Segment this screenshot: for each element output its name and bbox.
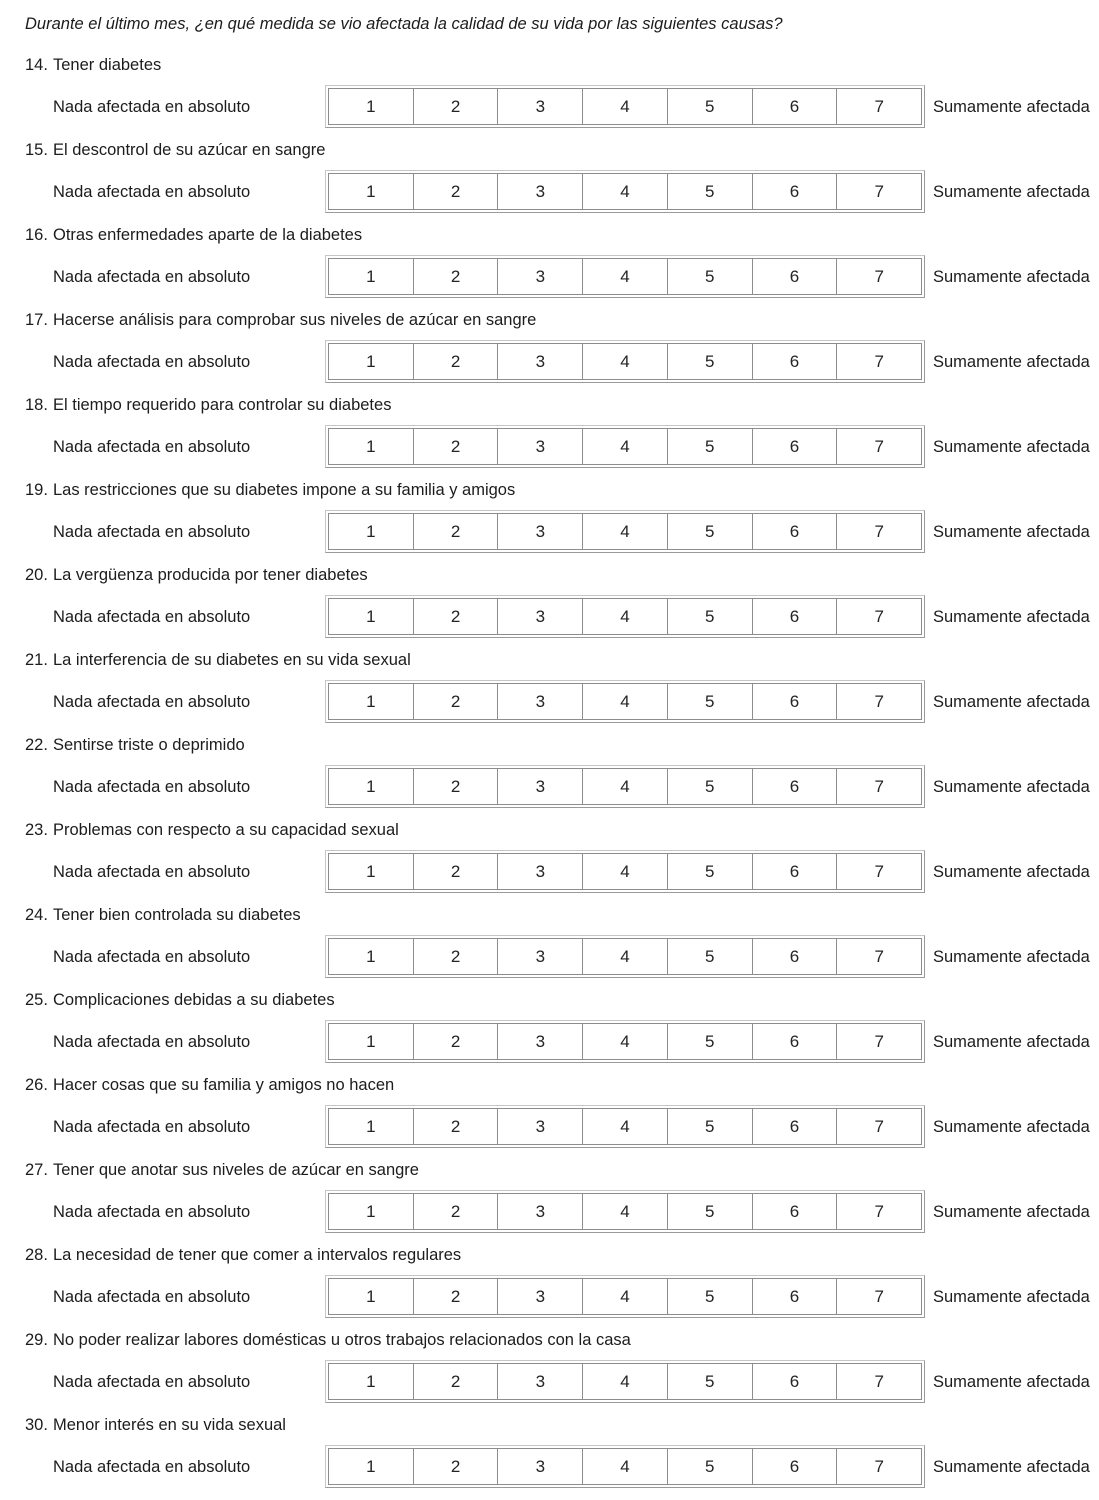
- right-anchor-label: Sumamente afectada: [933, 97, 1090, 116]
- rating-row: [53, 595, 1099, 638]
- rating-cell-1[interactable]: 1: [329, 344, 414, 379]
- left-anchor-label: Nada afectada en absoluto: [53, 862, 251, 881]
- question-item: [0, 735, 1099, 808]
- rating-row: [53, 255, 1099, 298]
- rating-row: [53, 680, 1099, 723]
- rating-cell-6[interactable]: 6: [753, 429, 838, 464]
- question-item: [0, 480, 1099, 553]
- rating-cell-6[interactable]: 6: [753, 1449, 838, 1484]
- rating-cell-4[interactable]: 4: [583, 1024, 668, 1059]
- rating-cell-5[interactable]: 5: [668, 939, 753, 974]
- rating-cell-4[interactable]: 4: [583, 514, 668, 549]
- rating-cell-6[interactable]: 6: [753, 1364, 838, 1399]
- rating-cell-7[interactable]: 7: [837, 939, 921, 974]
- rating-cell-3[interactable]: 3: [498, 1364, 583, 1399]
- rating-cell-3[interactable]: 3: [498, 89, 583, 124]
- rating-scale: [325, 255, 925, 298]
- rating-cell-5[interactable]: 5: [668, 1024, 753, 1059]
- rating-cell-4[interactable]: 4: [583, 429, 668, 464]
- rating-scale: [325, 850, 925, 893]
- rating-cell-5[interactable]: 5: [668, 344, 753, 379]
- question-line: [25, 1075, 1099, 1095]
- question-number: 25.: [25, 991, 48, 1009]
- rating-cell-6[interactable]: 6: [753, 684, 838, 719]
- rating-cell-1[interactable]: 1: [329, 1109, 414, 1144]
- rating-cells: [328, 343, 922, 380]
- question-text: Otras enfermedades aparte de la diabetes: [53, 226, 363, 244]
- rating-cell-1[interactable]: 1: [329, 684, 414, 719]
- question-line: [25, 990, 1099, 1010]
- rating-row: [53, 1445, 1099, 1488]
- question-item: [0, 650, 1099, 723]
- rating-cell-2[interactable]: 2: [414, 1279, 499, 1314]
- question-text: La interferencia de su diabetes en su vida sexual: [53, 651, 411, 669]
- rating-cell-2[interactable]: 2: [414, 1194, 499, 1229]
- question-text: Tener bien controlada su diabetes: [53, 906, 301, 924]
- rating-cell-5[interactable]: 5: [668, 174, 753, 209]
- question-line: [25, 395, 1099, 415]
- question-line: [25, 565, 1099, 585]
- question-item: [0, 55, 1099, 128]
- rating-row: [53, 1275, 1099, 1318]
- question-text: Menor interés en su vida sexual: [53, 1416, 286, 1434]
- question-text: La vergüenza producida por tener diabetes: [53, 566, 368, 584]
- right-anchor-label: Sumamente afectada: [933, 607, 1090, 626]
- question-item: [0, 820, 1099, 893]
- question-text: El descontrol de su azúcar en sangre: [53, 141, 326, 159]
- rating-cell-5[interactable]: 5: [668, 1449, 753, 1484]
- left-anchor-label: Nada afectada en absoluto: [53, 692, 251, 711]
- rating-scale: [325, 85, 925, 128]
- question-item: [0, 1245, 1099, 1318]
- right-anchor-label: Sumamente afectada: [933, 862, 1090, 881]
- instructions-text: Durante el último mes, ¿en qué medida se vio afectada la calidad de su vida por las siguientes causas?: [25, 15, 783, 33]
- rating-cell-7[interactable]: 7: [837, 1024, 921, 1059]
- question-number: 22.: [25, 736, 48, 754]
- rating-cell-7[interactable]: 7: [837, 174, 921, 209]
- rating-cells: [328, 428, 922, 465]
- rating-cell-1[interactable]: 1: [329, 429, 414, 464]
- rating-cell-3[interactable]: 3: [498, 684, 583, 719]
- rating-cells: [328, 1193, 922, 1230]
- question-number: 28.: [25, 1246, 48, 1264]
- rating-cell-1[interactable]: 1: [329, 1194, 414, 1229]
- rating-scale: [325, 935, 925, 978]
- rating-cell-3[interactable]: 3: [498, 429, 583, 464]
- rating-cell-7[interactable]: 7: [837, 1194, 921, 1229]
- rating-row: [53, 850, 1099, 893]
- question-text: Hacerse análisis para comprobar sus niveles de azúcar en sangre: [53, 311, 537, 329]
- rating-cell-4[interactable]: 4: [583, 1109, 668, 1144]
- rating-cell-7[interactable]: 7: [837, 344, 921, 379]
- rating-cell-2[interactable]: 2: [414, 344, 499, 379]
- right-anchor-label: Sumamente afectada: [933, 692, 1090, 711]
- rating-cell-2[interactable]: 2: [414, 599, 499, 634]
- rating-cell-4[interactable]: 4: [583, 599, 668, 634]
- left-anchor-label: Nada afectada en absoluto: [53, 97, 251, 116]
- question-number: 30.: [25, 1416, 48, 1434]
- rating-cell-2[interactable]: 2: [414, 1024, 499, 1059]
- right-anchor-label: Sumamente afectada: [933, 267, 1090, 286]
- left-anchor-label: Nada afectada en absoluto: [53, 267, 251, 286]
- question-number: 29.: [25, 1331, 48, 1349]
- rating-cells: [328, 1108, 922, 1145]
- rating-cell-3[interactable]: 3: [498, 599, 583, 634]
- question-text: Tener que anotar sus niveles de azúcar en sangre: [53, 1161, 419, 1179]
- rating-scale: [325, 1360, 925, 1403]
- right-anchor-label: Sumamente afectada: [933, 1287, 1090, 1306]
- rating-scale: [325, 1445, 925, 1488]
- question-item: [0, 1075, 1099, 1148]
- rating-cell-7[interactable]: 7: [837, 89, 921, 124]
- left-anchor-label: Nada afectada en absoluto: [53, 182, 251, 201]
- left-anchor-label: Nada afectada en absoluto: [53, 1287, 251, 1306]
- right-anchor-label: Sumamente afectada: [933, 437, 1090, 456]
- rating-cell-6[interactable]: 6: [753, 769, 838, 804]
- left-anchor-label: Nada afectada en absoluto: [53, 607, 251, 626]
- rating-cell-6[interactable]: 6: [753, 89, 838, 124]
- question-text: El tiempo requerido para controlar su diabetes: [53, 396, 392, 414]
- rating-row: [53, 1105, 1099, 1148]
- rating-cell-4[interactable]: 4: [583, 259, 668, 294]
- rating-cell-2[interactable]: 2: [414, 854, 499, 889]
- rating-cell-4[interactable]: 4: [583, 854, 668, 889]
- rating-scale: [325, 765, 925, 808]
- rating-cell-1[interactable]: 1: [329, 939, 414, 974]
- rating-cells: [328, 173, 922, 210]
- rating-cell-3[interactable]: 3: [498, 1024, 583, 1059]
- rating-cell-6[interactable]: 6: [753, 1024, 838, 1059]
- left-anchor-label: Nada afectada en absoluto: [53, 1372, 251, 1391]
- rating-cell-5[interactable]: 5: [668, 1109, 753, 1144]
- rating-cell-7[interactable]: 7: [837, 1364, 921, 1399]
- rating-cell-1[interactable]: 1: [329, 599, 414, 634]
- rating-row: [53, 765, 1099, 808]
- left-anchor-label: Nada afectada en absoluto: [53, 437, 251, 456]
- question-item: [0, 1330, 1099, 1403]
- rating-cell-7[interactable]: 7: [837, 1279, 921, 1314]
- question-line: [25, 905, 1099, 925]
- rating-row: [53, 1020, 1099, 1063]
- question-line: [25, 310, 1099, 330]
- rating-cells: [328, 258, 922, 295]
- rating-cell-7[interactable]: 7: [837, 1109, 921, 1144]
- rating-cell-4[interactable]: 4: [583, 174, 668, 209]
- rating-cell-7[interactable]: 7: [837, 514, 921, 549]
- rating-cells: [328, 1278, 922, 1315]
- rating-cells: [328, 1023, 922, 1060]
- question-text: Complicaciones debidas a su diabetes: [53, 991, 335, 1009]
- question-number: 14.: [25, 56, 48, 74]
- rating-cells: [328, 513, 922, 550]
- question-line: [25, 820, 1099, 840]
- question-text: Tener diabetes: [53, 56, 162, 74]
- rating-cell-7[interactable]: 7: [837, 259, 921, 294]
- rating-cell-6[interactable]: 6: [753, 514, 838, 549]
- rating-cells: [328, 88, 922, 125]
- left-anchor-label: Nada afectada en absoluto: [53, 1032, 251, 1051]
- rating-cell-4[interactable]: 4: [583, 1194, 668, 1229]
- rating-scale: [325, 1275, 925, 1318]
- left-anchor-label: Nada afectada en absoluto: [53, 522, 251, 541]
- rating-cell-5[interactable]: 5: [668, 599, 753, 634]
- rating-row: [53, 1190, 1099, 1233]
- rating-cell-6[interactable]: 6: [753, 599, 838, 634]
- question-text: Hacer cosas que su familia y amigos no hacen: [53, 1076, 395, 1094]
- question-item: [0, 140, 1099, 213]
- question-number: 17.: [25, 311, 48, 329]
- rating-cell-1[interactable]: 1: [329, 89, 414, 124]
- question-text: Las restricciones que su diabetes impone a su familia y amigos: [53, 481, 516, 499]
- rating-scale: [325, 170, 925, 213]
- rating-cell-5[interactable]: 5: [668, 259, 753, 294]
- rating-cells: [328, 1448, 922, 1485]
- rating-cell-4[interactable]: 4: [583, 1449, 668, 1484]
- rating-cell-1[interactable]: 1: [329, 1279, 414, 1314]
- rating-cell-2[interactable]: 2: [414, 89, 499, 124]
- question-number: 19.: [25, 481, 48, 499]
- question-item: [0, 565, 1099, 638]
- rating-cells: [328, 683, 922, 720]
- left-anchor-label: Nada afectada en absoluto: [53, 1202, 251, 1221]
- question-line: [25, 1160, 1099, 1180]
- rating-cell-3[interactable]: 3: [498, 344, 583, 379]
- right-anchor-label: Sumamente afectada: [933, 1457, 1090, 1476]
- rating-cell-2[interactable]: 2: [414, 1109, 499, 1144]
- question-item: [0, 905, 1099, 978]
- question-item: [0, 1160, 1099, 1233]
- question-line: [25, 1415, 1099, 1435]
- rating-cell-6[interactable]: 6: [753, 854, 838, 889]
- rating-scale: [325, 340, 925, 383]
- right-anchor-label: Sumamente afectada: [933, 1372, 1090, 1391]
- question-line: [25, 1245, 1099, 1265]
- left-anchor-label: Nada afectada en absoluto: [53, 777, 251, 796]
- rating-cell-5[interactable]: 5: [668, 769, 753, 804]
- rating-cell-3[interactable]: 3: [498, 1194, 583, 1229]
- rating-cell-7[interactable]: 7: [837, 1449, 921, 1484]
- rating-cell-1[interactable]: 1: [329, 514, 414, 549]
- rating-row: [53, 510, 1099, 553]
- rating-cell-3[interactable]: 3: [498, 174, 583, 209]
- question-line: [25, 225, 1099, 245]
- rating-scale: [325, 1105, 925, 1148]
- rating-row: [53, 85, 1099, 128]
- rating-cell-6[interactable]: 6: [753, 1109, 838, 1144]
- rating-cell-3[interactable]: 3: [498, 939, 583, 974]
- rating-cell-2[interactable]: 2: [414, 429, 499, 464]
- rating-cell-5[interactable]: 5: [668, 514, 753, 549]
- rating-cell-3[interactable]: 3: [498, 1449, 583, 1484]
- question-line: [25, 55, 1099, 75]
- left-anchor-label: Nada afectada en absoluto: [53, 352, 251, 371]
- rating-scale: [325, 680, 925, 723]
- rating-cell-4[interactable]: 4: [583, 769, 668, 804]
- question-number: 24.: [25, 906, 48, 924]
- rating-cell-2[interactable]: 2: [414, 174, 499, 209]
- rating-cell-7[interactable]: 7: [837, 854, 921, 889]
- rating-cell-6[interactable]: 6: [753, 939, 838, 974]
- rating-cell-7[interactable]: 7: [837, 599, 921, 634]
- rating-cell-5[interactable]: 5: [668, 1279, 753, 1314]
- right-anchor-label: Sumamente afectada: [933, 522, 1090, 541]
- question-number: 21.: [25, 651, 48, 669]
- rating-cell-6[interactable]: 6: [753, 1194, 838, 1229]
- rating-cell-3[interactable]: 3: [498, 1109, 583, 1144]
- right-anchor-label: Sumamente afectada: [933, 947, 1090, 966]
- rating-cells: [328, 768, 922, 805]
- question-number: 27.: [25, 1161, 48, 1179]
- left-anchor-label: Nada afectada en absoluto: [53, 1117, 251, 1136]
- rating-cells: [328, 938, 922, 975]
- rating-cell-1[interactable]: 1: [329, 1024, 414, 1059]
- questionnaire-items: [0, 55, 1099, 1488]
- rating-cell-4[interactable]: 4: [583, 89, 668, 124]
- question-text: La necesidad de tener que comer a intervalos regulares: [53, 1246, 462, 1264]
- rating-cell-2[interactable]: 2: [414, 1449, 499, 1484]
- rating-cell-3[interactable]: 3: [498, 514, 583, 549]
- rating-row: [53, 340, 1099, 383]
- rating-cell-4[interactable]: 4: [583, 1279, 668, 1314]
- rating-cell-6[interactable]: 6: [753, 344, 838, 379]
- question-text: No poder realizar labores domésticas u otros trabajos relacionados con la casa: [53, 1331, 631, 1349]
- rating-cell-1[interactable]: 1: [329, 769, 414, 804]
- rating-cell-4[interactable]: 4: [583, 684, 668, 719]
- rating-cell-4[interactable]: 4: [583, 344, 668, 379]
- rating-cell-7[interactable]: 7: [837, 684, 921, 719]
- rating-cell-3[interactable]: 3: [498, 259, 583, 294]
- rating-cell-2[interactable]: 2: [414, 1364, 499, 1399]
- rating-cell-2[interactable]: 2: [414, 514, 499, 549]
- left-anchor-label: Nada afectada en absoluto: [53, 1457, 251, 1476]
- question-line: [25, 1330, 1099, 1350]
- rating-cell-3[interactable]: 3: [498, 854, 583, 889]
- rating-cell-2[interactable]: 2: [414, 769, 499, 804]
- rating-cell-5[interactable]: 5: [668, 429, 753, 464]
- rating-cell-3[interactable]: 3: [498, 1279, 583, 1314]
- rating-cells: [328, 1363, 922, 1400]
- question-line: [25, 480, 1099, 500]
- rating-cell-1[interactable]: 1: [329, 1449, 414, 1484]
- rating-cells: [328, 853, 922, 890]
- rating-scale: [325, 425, 925, 468]
- rating-cell-1[interactable]: 1: [329, 259, 414, 294]
- question-item: [0, 310, 1099, 383]
- rating-cell-5[interactable]: 5: [668, 89, 753, 124]
- rating-cell-6[interactable]: 6: [753, 1279, 838, 1314]
- question-number: 18.: [25, 396, 48, 414]
- rating-cell-5[interactable]: 5: [668, 854, 753, 889]
- question-line: [25, 735, 1099, 755]
- rating-cell-7[interactable]: 7: [837, 429, 921, 464]
- rating-cell-2[interactable]: 2: [414, 939, 499, 974]
- rating-cell-1[interactable]: 1: [329, 854, 414, 889]
- question-item: [0, 990, 1099, 1063]
- rating-row: [53, 935, 1099, 978]
- right-anchor-label: Sumamente afectada: [933, 1032, 1090, 1051]
- rating-cell-6[interactable]: 6: [753, 174, 838, 209]
- rating-row: [53, 1360, 1099, 1403]
- question-item: [0, 395, 1099, 468]
- rating-cells: [328, 598, 922, 635]
- question-line: [25, 650, 1099, 670]
- rating-cell-4[interactable]: 4: [583, 1364, 668, 1399]
- rating-scale: [325, 595, 925, 638]
- rating-cell-2[interactable]: 2: [414, 259, 499, 294]
- question-item: [0, 225, 1099, 298]
- question-number: 23.: [25, 821, 48, 839]
- rating-scale: [325, 510, 925, 553]
- question-number: 20.: [25, 566, 48, 584]
- right-anchor-label: Sumamente afectada: [933, 1117, 1090, 1136]
- rating-scale: [325, 1190, 925, 1233]
- right-anchor-label: Sumamente afectada: [933, 352, 1090, 371]
- question-number: 26.: [25, 1076, 48, 1094]
- right-anchor-label: Sumamente afectada: [933, 1202, 1090, 1221]
- right-anchor-label: Sumamente afectada: [933, 182, 1090, 201]
- rating-row: [53, 425, 1099, 468]
- rating-cell-4[interactable]: 4: [583, 939, 668, 974]
- rating-cell-5[interactable]: 5: [668, 684, 753, 719]
- rating-cell-7[interactable]: 7: [837, 769, 921, 804]
- question-line: [25, 140, 1099, 160]
- rating-cell-6[interactable]: 6: [753, 259, 838, 294]
- question-item: [0, 1415, 1099, 1488]
- rating-cell-1[interactable]: 1: [329, 174, 414, 209]
- rating-cell-1[interactable]: 1: [329, 1364, 414, 1399]
- question-number: 15.: [25, 141, 48, 159]
- rating-scale: [325, 1020, 925, 1063]
- rating-cell-2[interactable]: 2: [414, 684, 499, 719]
- rating-cell-3[interactable]: 3: [498, 769, 583, 804]
- left-anchor-label: Nada afectada en absoluto: [53, 947, 251, 966]
- rating-cell-5[interactable]: 5: [668, 1194, 753, 1229]
- rating-cell-5[interactable]: 5: [668, 1364, 753, 1399]
- rating-row: [53, 170, 1099, 213]
- question-text: Problemas con respecto a su capacidad sexual: [53, 821, 399, 839]
- right-anchor-label: Sumamente afectada: [933, 777, 1090, 796]
- question-number: 16.: [25, 226, 48, 244]
- question-text: Sentirse triste o deprimido: [53, 736, 245, 754]
